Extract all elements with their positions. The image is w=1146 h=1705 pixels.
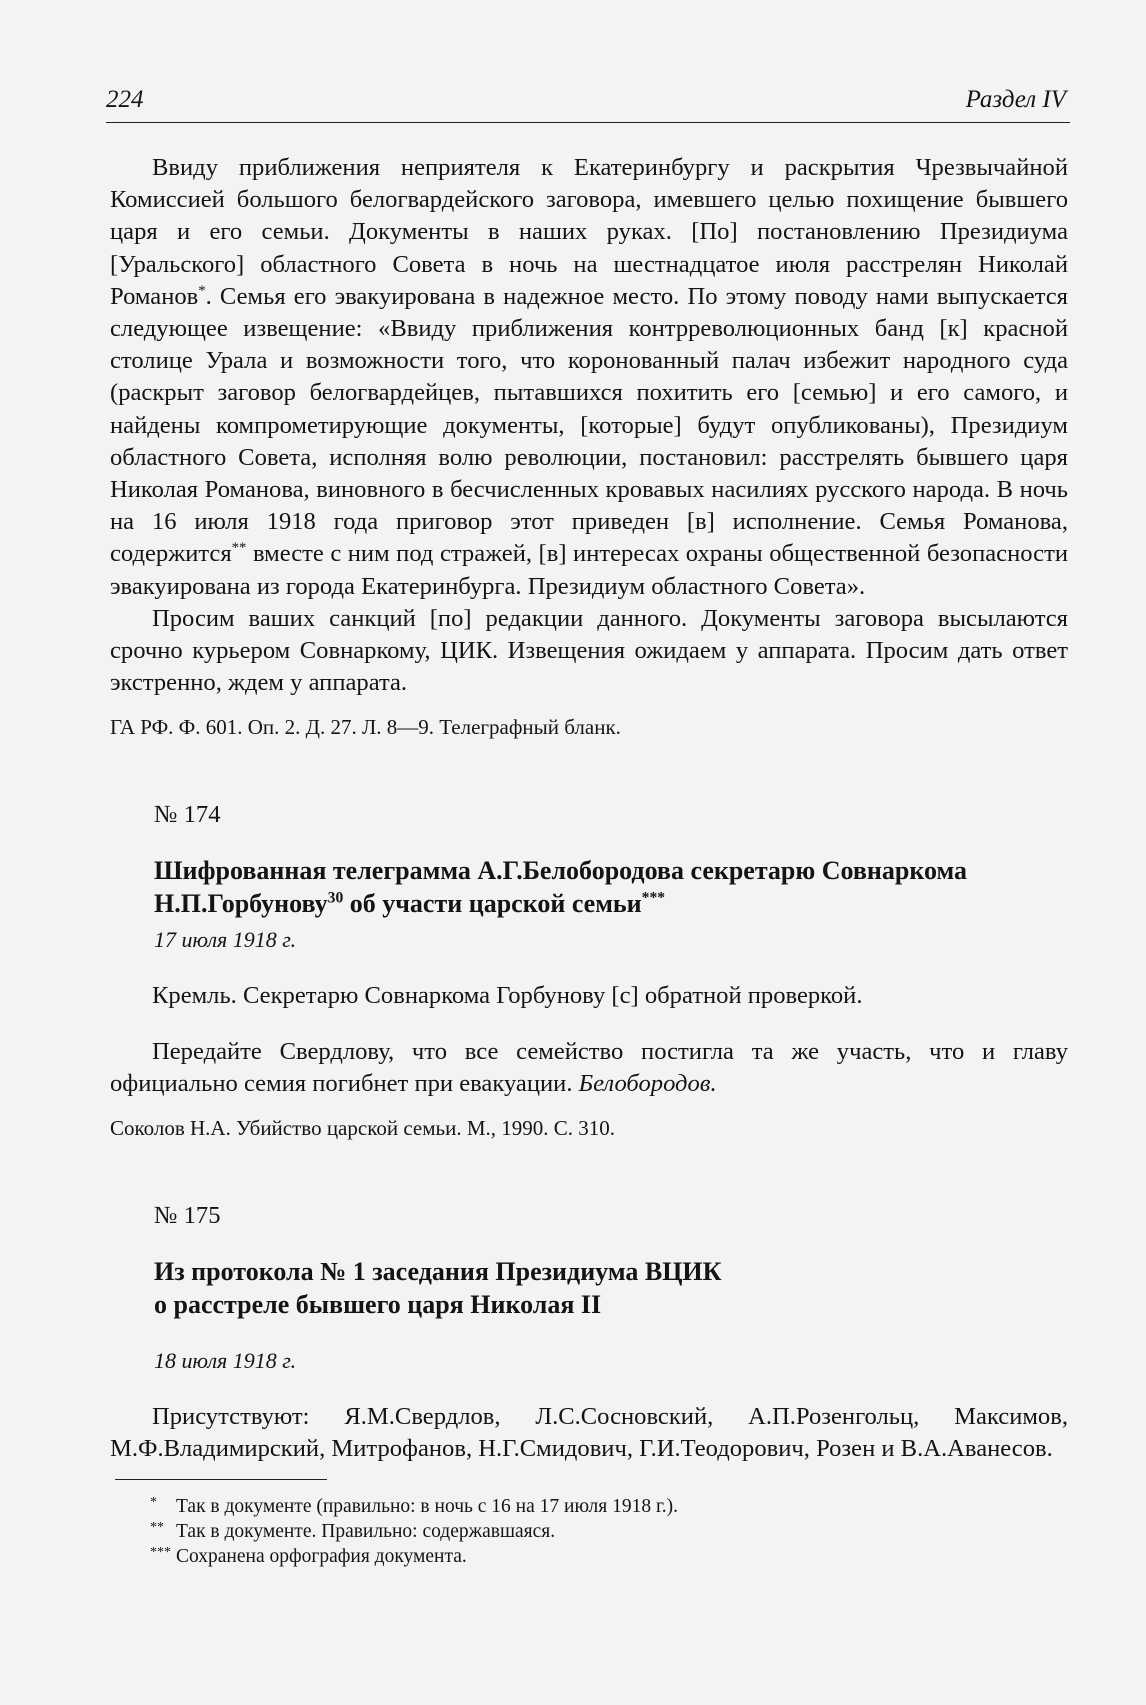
telegram-paragraph-1: Ввиду приближения неприятеля к Екатеринбургу и раскрытия Чрезвычайной Комиссией большого белогвардейского заговора, имевшего целью похищение бывшего царя и его семьи. Документы в наших руках. [По] постановлению Президиума [Уральского] областного Совета в ночь на шестнадцатое июля расстрелян Николай Романов*. Семья его эвакуирована в надежное место. По этому поводу нами выпускается следующее извещение: «Ввиду приближения контрреволюционных банд [к] красной столице Урала и возможности того, что коронованный палач избежит народного суда (раскрыт заговор белогвардейцев, пытавшихся похитить его [семью] и его самого, и найдены компрометирующие документы, [которые] будут опубликованы), Президиум областного Совета, исполняя волю революции, постановил: расстрелять бывшего царя Николая Романова, виновного в бесчисленных кровавых насилиях русского народа. В ночь на 16 июля 1918 года приговор этот приведен [в] исполнение. Семья Романова, содержится** вместе с ним под стражей, [в] интересах охраны общественной безопасности эвакуирована из города Екатеринбурга. Президиум областного Совета». — [110, 154, 1068, 600]
archive-source: ГА РФ. Ф. 601. Оп. 2. Д. 27. Л. 8—9. Телеграфный бланк. — [110, 715, 621, 740]
doc-date-175: 18 июля 1918 г. — [154, 1347, 297, 1373]
footnote-ref: * — [198, 282, 206, 299]
page-content — [110, 152, 1068, 1465]
signature: Белобородов. — [578, 1070, 717, 1098]
telegram-paragraph-2: Просим ваших санкций [по] редакции данного. Документы заговора высылаются срочно курьером Совнаркому, ЦИК. Извещения ожидаем у аппарата. Просим дать ответ экстренно, ждем у аппарата. — [110, 604, 1068, 697]
doc174-text: Передайте Свердлову, что все семейство постигла та же участь, что и главу официально семия погибнет при евакуации. Белобородов. — [110, 1038, 1068, 1098]
doc174-address: Кремль. Секретарю Совнаркома Горбунову [с] обратной проверкой. — [152, 981, 863, 1009]
doc-date-174: 17 июля 1918 г. — [154, 926, 297, 952]
footnote: *** Сохранена орфография документа. — [150, 1545, 467, 1567]
page-header — [106, 80, 1070, 123]
footnote: * Так в документе (правильно: в ночь с 16 на 17 июля 1918 г.). — [150, 1495, 679, 1517]
doc174-source: Соколов Н.А. Убийство царской семьи. М., 1990. С. 310. — [110, 1116, 616, 1141]
footnote-ref: ** — [231, 540, 247, 557]
doc-title-174: Шифрованная телеграмма А.Г.Белобородова секретарю Совнаркома Н.П.Горбунову$^{30}$ об участи царской семьи*** — [154, 855, 968, 918]
section-label: Раздел IV — [965, 86, 1066, 113]
footnote: ** Так в документе. Правильно: содержавшаяся. — [150, 1520, 556, 1542]
footnote-ref: *** — [641, 889, 666, 906]
doc-number-175: № 175 — [154, 1202, 221, 1230]
footnotes — [118, 1494, 1018, 1569]
footnote-divider — [115, 1479, 327, 1480]
doc-number-174: № 174 — [154, 801, 221, 829]
endnote-ref: 30 — [327, 889, 344, 906]
page-number: 224 — [106, 86, 144, 113]
doc-title-175: Из протокола № 1 заседания Президиума ВЦИК о расстреле бывшего царя Николая II — [154, 1256, 722, 1319]
doc175-attendees: Присутствуют: Я.М.Свердлов, Л.С.Сосновский, А.П.Розенгольц, Максимов, М.Ф.Владимирский, Митрофанов, Н.Г.Смидович, Г.И.Теодорович, Розен и В.А.Аванесов. — [110, 1402, 1068, 1463]
